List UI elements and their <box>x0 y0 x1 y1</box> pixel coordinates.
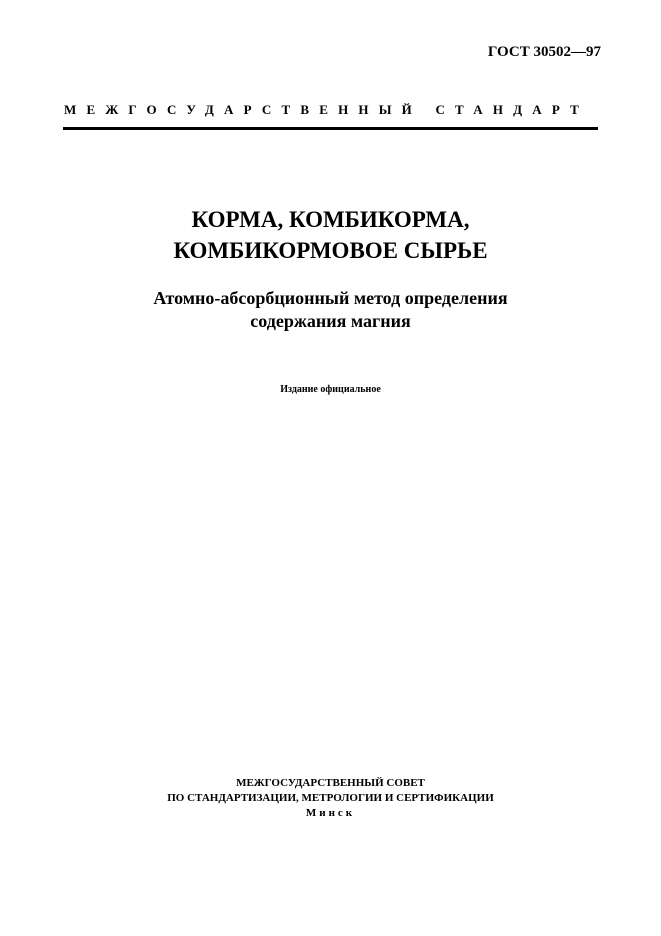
title-line-2: КОМБИКОРМОВОЕ СЫРЬЕ <box>173 238 488 263</box>
document-title <box>60 204 601 266</box>
publisher-city: Минск <box>305 807 356 819</box>
title-line-1: КОРМА, КОМБИКОРМА, <box>191 207 470 232</box>
edition-note: Издание официальное <box>280 384 381 395</box>
document-number: ГОСТ 30502—97 <box>487 44 601 60</box>
document-subtitle <box>60 287 601 333</box>
publisher-line-1: МЕЖГОСУДАРСТВЕННЫЙ СОВЕТ <box>236 777 425 789</box>
header-rule <box>63 127 598 130</box>
subtitle-line-2: содержания магния <box>250 311 411 331</box>
standard-type-heading: МЕЖГОСУДАРСТВЕННЫЙ СТАНДАРТ <box>64 102 590 117</box>
subtitle-line-1: Атомно-абсорбционный метод определения <box>153 288 508 308</box>
publisher-block <box>60 776 601 821</box>
publisher-line-2: ПО СТАНДАРТИЗАЦИИ, МЕТРОЛОГИИ И СЕРТИФИКАЦИИ <box>167 792 494 804</box>
